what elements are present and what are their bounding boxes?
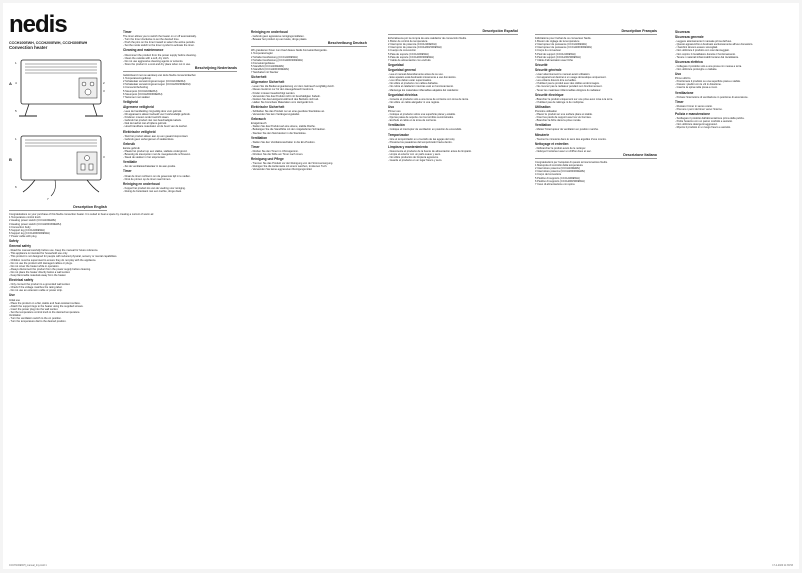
paragraph: 2 Schakelaar verwarmingsvermogen (CCCH100EWH) <box>123 80 186 84</box>
section-heading: Limpieza y mantenimiento <box>388 144 428 149</box>
paragraph: 2 Interruttore potenza (CCCH100EWH) <box>535 167 581 171</box>
paragraph: 5 Pata de soporte (CCCH100EWH) <box>388 52 429 56</box>
figure-a-label: A <box>9 81 12 87</box>
paragraph: - Dek de kachel niet af tijdens gebruik. <box>123 122 167 126</box>
paragraph: - Desconecte el producto de la fuente de alimentación antes de limpiarlo. <box>388 149 472 153</box>
paragraph: - Gebruik geen agressieve reinigingsmiddelen. <box>251 35 305 39</box>
paragraph: Félicitations pour l'achat de ce convecteur Nedis. <box>535 37 592 41</box>
paragraph: - Decken Sie das Heizgerät während des Betriebs nicht ab. <box>251 97 319 101</box>
svg-text:1: 1 <box>15 61 17 66</box>
section-heading: Sicurezza <box>675 30 690 34</box>
paragraph: 2 Schalter Heizleistung (CCCH100EWH) <box>251 55 298 59</box>
paragraph: - Collegare il prodotto solo a una presa con messa a terra. <box>675 64 742 68</box>
section-heading: Sicurezza generale <box>675 35 704 40</box>
language-heading: Beschrijving Nederlands <box>123 67 237 72</box>
paragraph: - Gire el temporizador en el sentido de las agujas del reloj. <box>388 137 456 141</box>
brand-logo: nedis <box>9 11 67 38</box>
paragraph: - Tenez les matériaux inflammables éloignés du radiateur. <box>535 88 602 92</box>
svg-text:3: 3 <box>103 89 105 94</box>
paragraph: - Do not use an extension cable or power strip. <box>9 289 63 293</box>
paragraph: - Presione los pasadores del temporizador hacia dentro. <box>388 140 453 144</box>
section-heading: Reinigung und Pflege <box>251 157 284 162</box>
paragraph: - Read the manual carefully before use. Keep the manual for future reference. <box>9 249 99 253</box>
paragraph: - Verwenden Sie kein Verlängerungskabel. <box>251 113 300 117</box>
section-heading: Utilisation <box>535 104 551 109</box>
paragraph: - I bambini devono essere sorvegliati. <box>675 46 718 50</box>
paragraph: 7 Cable de alimentación con enchufe <box>388 58 431 62</box>
paragraph: - Reinigen Sie die Außenseite mit einem weichen, trockenen Tuch. <box>251 165 328 169</box>
paragraph: 3 Interruptor de potencia (CCCH200/300EWH) <box>388 46 442 50</box>
paragraph: - No cubra el calefactor mientras esté en funcionamiento. <box>388 85 454 89</box>
paragraph: - Non utilizzare il prodotto con cavi danneggiati. <box>675 49 730 53</box>
section-heading: Sicurezza elettrica <box>675 59 703 64</box>
paragraph: 6 Piedino di supporto (CCCH200/300EWH) <box>535 179 585 183</box>
heater-front-illustration <box>15 54 107 126</box>
paragraph: - Premere i perni del timer verso l'interno. <box>675 107 723 111</box>
section-heading: Allgemeine Sicherheit <box>251 80 285 85</box>
section-heading: Cleaning and maintenance <box>123 48 164 53</box>
section-heading: Ventilación <box>388 123 405 128</box>
paragraph: - Gebruik geen verlengsnoer of stekkerdoos. <box>123 137 175 141</box>
section-heading: Sécurité générale <box>535 67 562 72</box>
paragraph: - Portare l'interruttore di ventilazione in posizione di accensione. <box>675 95 749 99</box>
paragraph: - Fije las patas de soporte con los tornillos suministrados. <box>388 116 454 120</box>
paragraph: - Reinig de buitenkant met een zachte, droge doek. <box>123 189 182 193</box>
section-heading: Sicherheit <box>251 75 267 80</box>
language-heading: Description English <box>9 206 107 211</box>
paragraph: - Dit apparaat is alleen bedoeld voor huishoudelijk gebruik. <box>123 113 191 117</box>
svg-text:2: 2 <box>103 81 105 86</box>
paragraph: - Los niños deben estar supervisados. <box>388 79 432 83</box>
paragraph: - Befestigen Sie die Standfüße mit den mitgelieferten Schrauben. <box>251 128 326 132</box>
section-heading: Minuterie <box>535 132 550 137</box>
paragraph: - Branchez le produit uniquement sur une prise avec mise à la terre. <box>535 97 613 101</box>
paragraph: - Push the pins on the timer inward to select the active periods. <box>123 41 196 45</box>
section-heading: Elektrische veiligheid <box>123 129 156 134</box>
figure-b-label: B <box>9 157 12 163</box>
paragraph: 3 Schalter Heizleistung (CCCH200/300EWH) <box>251 58 303 62</box>
paragraph: - Lesen Sie die Bedienungsanleitung vor dem Gebrauch sorgfältig durch. <box>251 85 335 89</box>
section-heading: Timer <box>251 144 260 149</box>
section-heading: Ventilazione <box>675 90 694 95</box>
paragraph: Enhorabuena por la compra de este calefactor de convección Nedis. <box>388 37 467 41</box>
paragraph: - Plaats het product op een vlakke, stabiele ondergrond. <box>123 150 188 153</box>
paragraph: - Enchufe el cable en la toma de corriente. <box>388 119 437 123</box>
paragraph: - This appliance is intended for household use only. <box>9 252 68 256</box>
paragraph: Congratulazioni per l'acquisto di questo termoconvettore Nedis. <box>535 161 608 165</box>
section-heading: Sécurité électrique <box>535 92 564 97</box>
paragraph: - Bevestig de steunpoten met de meegeleverde schroeven. <box>123 153 191 157</box>
paragraph: 1 Temperature control knob <box>9 216 41 220</box>
paragraph: - Check if the voltage matches the rating label. <box>9 286 63 290</box>
section-heading: Algemene veiligheid <box>123 104 154 109</box>
section-heading: Uso <box>388 104 395 109</box>
language-heading: Description Français <box>535 30 657 35</box>
paragraph: - Tenere i materiali infiammabili lontano dal riscaldatore. <box>675 55 739 59</box>
product-codes: CCCH100EWH, CCCH200EWH, CCCH300EWH <box>9 41 88 45</box>
paragraph: - Verwenden Sie keine aggressiven Reinigungsmittel. <box>251 168 313 172</box>
paragraph: 2 Interruptor de potencia (CCCH100EWH) <box>388 43 437 47</box>
paragraph: 7 Cavo di alimentazione con spina <box>535 182 575 186</box>
paragraph: 4 Corps du convecteur <box>535 49 562 53</box>
section-heading: Veiligheid <box>123 99 138 104</box>
paragraph: - Kinderen moeten onder toezicht staan. <box>123 116 170 120</box>
column-3 <box>251 29 367 171</box>
language-heading: Descrizione Italiano <box>535 154 657 159</box>
section-heading: Gebrauch <box>251 117 266 122</box>
paragraph: Congratulations on your purchase of this Nedis convection heater. It is suited to heat a space by creating a current of warm air. <box>9 213 155 217</box>
paragraph: - Lea el manual detenidamente antes de su uso. <box>388 73 444 77</box>
section-heading: Reiniging en onderhoud <box>251 30 288 34</box>
paragraph: Gefeliciteerd met uw aankoop van deze Nedis convectorkachel. <box>123 74 197 78</box>
section-heading: Uso <box>675 72 682 77</box>
paragraph: - Clean the outside with a soft, dry cloth. <box>123 56 170 60</box>
paragraph: - Nettoyez l'extérieur avec un chiffon doux et sec. <box>535 149 592 153</box>
section-heading: General safety <box>9 244 31 249</box>
paragraph: - N'utilisez pas de rallonge ni de multiprise. <box>535 100 585 104</box>
section-heading: Electrical safety <box>9 278 34 283</box>
paragraph: 5 Piedino di supporto (CCCH100EWH) <box>535 176 580 180</box>
paragraph: - Coloque el interruptor de ventilación en posición de encendido. <box>388 128 462 132</box>
paragraph: 3 Interruttore potenza (CCCH200/300EWH) <box>535 170 586 174</box>
paragraph: - Riporre il prodotto in un luogo fresco e asciutto. <box>675 126 731 130</box>
heater-rear-illustration <box>15 130 107 202</box>
paragraph: Erstgebrauch <box>251 122 267 126</box>
section-heading: Use <box>9 293 15 298</box>
paragraph: 1 Temperatuurregelknop <box>123 77 152 81</box>
paragraph: - Lees de handleiding zorgvuldig door voor gebruik. <box>123 109 182 113</box>
paragraph: Wir gratulieren Ihnen zum Kauf dieses Nedis Konvektorheizgeräts. <box>251 49 328 53</box>
paragraph: 6 Standfuß (CCCH200/300EWH) <box>251 67 290 71</box>
paragraph: 7 Netsnoer met stekker <box>123 95 150 99</box>
paragraph: - Débranchez le produit avant de le nettoyer. <box>535 146 587 150</box>
page-footer <box>9 564 793 567</box>
section-heading: Gebruik <box>123 141 136 146</box>
paragraph: - Schließen Sie das Produkt nur an eine geerdete Steckdose an. <box>251 109 325 113</box>
paragraph: - Mettez l'interrupteur de ventilation en position marche. <box>535 128 599 132</box>
paragraph: 5 Standfuß (CCCH100EWH) <box>251 64 285 68</box>
paragraph: 2 Heating power switch (CCCH100EWH) <box>9 219 57 223</box>
paragraph: - No utilice productos de limpieza agresivos. <box>388 156 439 160</box>
section-heading: Timer <box>675 99 684 104</box>
paragraph: - Druk de pinnen op de timer naar binnen. <box>123 177 172 181</box>
paragraph: 5 Support leg (CCCH100EWH) <box>9 228 45 232</box>
paragraph: 6 Steunpoot (CCCH200/300EWH) <box>123 92 163 96</box>
paragraph: - Fixez les pieds de support avec les vis fournies. <box>535 116 592 120</box>
paragraph: Première utilisation <box>535 109 558 113</box>
paragraph: - Sluit het product alleen aan op een geaard stopcontact. <box>123 134 189 138</box>
paragraph: 7 Power cable with plug <box>9 234 37 238</box>
paragraph: - Dieses Gerät ist nur für den Hausgebrauch bestimmt. <box>251 88 314 92</box>
paragraph: - No utilice un cable alargador ni una regleta. <box>388 100 440 104</box>
section-heading: Ventilation <box>251 135 268 140</box>
paragraph: - Non utilizzare prolunghe o ciabatte. <box>675 67 718 71</box>
section-heading: Pulizia e manutenzione <box>675 111 711 116</box>
paragraph: - Branchez la fiche dans la prise murale. <box>535 119 582 123</box>
paragraph: 4 Cuerpo de convección <box>388 49 416 53</box>
paragraph: 1 Botón de control de temperatura <box>388 40 428 44</box>
paragraph: - Limpie el exterior con un paño suave y seco. <box>388 153 441 156</box>
paragraph: - Attach the support legs to the heater using the supplied screws. <box>9 304 84 308</box>
paragraph: - Drücken Sie die Stifte am Timer nach innen. <box>251 153 304 156</box>
paragraph: 5 Pied de support (CCCH100EWH) <box>535 52 576 56</box>
section-heading: Elektrische Sicherheit <box>251 104 285 109</box>
paragraph: - Store the product in a cool and dry place when not in use. <box>123 62 191 66</box>
paragraph: - Steek de stekker in het stopcontact. <box>123 156 166 160</box>
paragraph: - Tournez la minuterie dans le sens des aiguilles d'une montre. <box>535 137 607 141</box>
figure-b <box>9 130 107 202</box>
paragraph: - Set the mode switch to the timer symbol to activate the timer. <box>123 44 195 48</box>
language-heading: Beschreibung Deutsch <box>251 42 367 47</box>
section-heading: Seguridad general <box>388 67 416 72</box>
paragraph: - Place the product on a flat, stable and heat-resistant surface. <box>9 301 81 305</box>
paragraph: - Turn the ventilation switch to the on position. <box>9 317 62 321</box>
paragraph: - Houd brandbare materialen uit de buurt van de kachel. <box>123 125 188 129</box>
paragraph: Initial use <box>9 298 20 302</box>
figure-a <box>9 54 107 126</box>
paragraph: - Ruotare il timer in senso orario. <box>675 104 713 108</box>
paragraph: - Ne couvrez pas le radiateur pendant son fonctionnement. <box>535 85 603 89</box>
column-5 <box>535 29 657 186</box>
paragraph: - Scollegare il prodotto dall'alimentazione prima della pulizia. <box>675 117 745 121</box>
paragraph: - Coloque el producto sobre una superficie plana y estable. <box>388 113 456 117</box>
paragraph: - Questo apparecchio è destinato esclusivamente all'uso domestico. <box>675 43 754 47</box>
paragraph: - Bewaar het product op een koele, droge plaats. <box>251 38 308 42</box>
paragraph: - Mantenga los materiales inflamables alejados del calefactor. <box>388 88 459 92</box>
paragraph: - Stellen Sie den Ventilationsschalter in die Ein-Position. <box>251 140 316 144</box>
paragraph: 3 Interrupteur de puissance (CCCH200/300EWH) <box>535 46 592 50</box>
paragraph: - Inserire la spina nella presa a muro. <box>675 86 718 90</box>
paragraph: - Les enfants doivent être surveillés. <box>535 79 577 83</box>
section-heading: Safety <box>9 239 19 244</box>
paragraph: - Draai de timer rechtsom om de gewenste tijd in te stellen. <box>123 174 191 178</box>
paragraph: 3 Heating power switch (CCCH200/300EWH) <box>9 222 62 226</box>
paragraph: - Trennen Sie das Produkt vor der Reinigung von der Stromversorgung. <box>251 162 334 166</box>
section-heading: Seguridad eléctrica <box>388 92 418 97</box>
paragraph: - Non utilizzare detergenti aggressivi. <box>675 123 718 127</box>
paragraph: 4 Convection body <box>9 225 31 229</box>
paragraph: 4 Konvektorgehäuse <box>251 61 275 65</box>
paragraph: Ventilation <box>9 314 21 318</box>
paragraph: 6 Pata de soporte (CCCH200/300EWH) <box>388 55 434 59</box>
svg-text:3: 3 <box>103 155 105 160</box>
paragraph: 7 Câble d'alimentation avec fiche <box>535 58 573 62</box>
paragraph: - Este aparato está destinado únicamente a uso doméstico. <box>388 76 457 80</box>
svg-text:7: 7 <box>47 197 49 202</box>
paragraph: - Fissare i piedini con le viti in dotazione. <box>675 83 722 87</box>
section-heading: Ventilation <box>535 123 552 128</box>
section-heading: Sécurité <box>535 62 548 67</box>
section-heading: Timer <box>123 169 132 174</box>
paragraph: - Do not place the heater directly below a wall socket. <box>9 270 71 274</box>
paragraph: 1 Manopola di controllo della temperatura <box>535 164 583 168</box>
section-heading: Temporizador <box>388 132 409 137</box>
paragraph: Primer uso <box>388 109 401 113</box>
paragraph: - No utilice el producto con cables dañados. <box>388 82 439 86</box>
footer-file: CCCH100EWH_manual_tiny.indd 1 <box>9 564 47 567</box>
paragraph: 7 Netzkabel mit Stecker <box>251 71 279 75</box>
section-heading: Seguridad <box>388 62 404 67</box>
paragraph: 3 Schakelaar verwarmingsvermogen (CCCH200/300EWH) <box>123 83 191 87</box>
paragraph: - Conecte el producto solo a una toma de corriente con toma de tierra. <box>388 97 469 101</box>
manual-page <box>3 3 799 569</box>
paragraph: - N'utilisez pas le produit avec des câbles endommagés. <box>535 82 600 86</box>
paragraph: - Turn the timer clockwise to set the desired time. <box>123 38 180 42</box>
svg-text:6: 6 <box>15 185 17 190</box>
section-heading: Nettoyage et entretien <box>535 141 569 146</box>
section-heading: Ventilatie <box>123 160 137 165</box>
paragraph: - Insert the power plug into the wall socket. <box>9 307 59 311</box>
section-heading: Reiniging en onderhoud <box>123 181 160 186</box>
paragraph: - Do not cover the heater while in operation. <box>9 264 60 268</box>
paragraph: - Pulire l'esterno con un panno morbido e asciutto. <box>675 120 733 124</box>
paragraph: - Set the temperature control knob to the desired temperature. <box>9 310 81 314</box>
paragraph: 1 Temperaturregler <box>251 52 273 56</box>
paragraph: 6 Support leg (CCCH200/300EWH) <box>9 231 50 235</box>
paragraph: - Guarde el producto en un lugar fresco y seco. <box>388 159 443 163</box>
footer-date: 17-2-2020 11:39:53 <box>772 564 793 567</box>
product-title: Convection heater <box>9 45 48 51</box>
paragraph: Eerste gebruik <box>123 146 140 150</box>
paragraph: - Lisez attentivement le manuel avant utilisation. <box>535 73 591 77</box>
paragraph: - Do not use aggressive cleaning agents or solvents. <box>123 59 184 63</box>
svg-text:1: 1 <box>15 137 17 142</box>
paragraph: - Halten Sie brennbare Materialien vom Heizgerät fern. <box>251 100 314 104</box>
paragraph: - Stecken Sie den Netzstecker in die Steckdose. <box>251 131 307 135</box>
paragraph: - Leggere attentamente il manuale prima dell'uso. <box>675 40 732 44</box>
paragraph: - Do not use the product with damaged cables or plugs. <box>9 261 73 265</box>
svg-text:5: 5 <box>15 109 17 114</box>
paragraph: 2 Interrupteur de puissance (CCCH100EWH) <box>535 43 587 47</box>
column-2 <box>123 29 237 193</box>
paragraph: 4 Convectorbehuizing <box>123 86 149 90</box>
paragraph: - Posizionare il prodotto su una superficie piana e stabile. <box>675 80 741 84</box>
paragraph: 6 Pied de support (CCCH200/300EWH) <box>535 55 581 59</box>
column-6 <box>675 29 793 129</box>
section-heading: Timer <box>123 30 132 34</box>
paragraph: - Koppel het product los van de voeding voor reiniging. <box>123 186 186 190</box>
paragraph: - Zet de ventilatieschakelaar in de aan-positie. <box>123 165 176 169</box>
paragraph: 4 Corpo del convettore <box>535 173 562 177</box>
paragraph: - Placez le produit sur une surface plane et stable. <box>535 113 593 117</box>
paragraph: - Stellen Sie das Produkt auf eine ebene, stabile Fläche. <box>251 125 316 129</box>
paragraph: - Gebruik het product niet met beschadigde kabels. <box>123 119 182 123</box>
column-1-text <box>9 205 155 324</box>
paragraph: - Disconnect the product from the power supply before cleaning. <box>123 53 197 57</box>
paragraph: 1 Bouton de réglage de la température <box>535 40 580 44</box>
paragraph: - Non coprire il riscaldatore durante il funzionamento. <box>675 52 736 56</box>
svg-text:4: 4 <box>15 81 17 86</box>
paragraph: - Children must be supervised to ensure they do not play with the appliance. <box>9 258 97 262</box>
paragraph: 5 Steunpoot (CCCH100EWH) <box>123 89 158 93</box>
paragraph: - Verwenden Sie das Produkt nicht mit beschädigten Kabeln. <box>251 94 321 98</box>
column-4 <box>388 29 518 162</box>
paragraph: - Always disconnect the product from the power supply before cleaning. <box>9 267 91 271</box>
paragraph: Primo utilizzo <box>675 77 691 81</box>
paragraph: - Drehen Sie den Timer im Uhrzeigersinn. <box>251 149 299 153</box>
paragraph: - Only connect the product to a grounded wall socket. <box>9 283 71 287</box>
language-heading: Descripción Español <box>388 30 518 35</box>
paragraph: - Kinder müssen beaufsichtigt werden. <box>251 91 296 95</box>
paragraph: - Cet appareil est destiné à un usage domestique uniquement. <box>535 76 607 80</box>
paragraph: - Turn the temperature dial to the desired position. <box>9 320 67 324</box>
paragraph: The timer allows you to switch the heater on or off automatically. <box>123 35 197 39</box>
paragraph: - This product is not designed for people with reduced physical, sensory or mental capabilities. <box>9 255 118 259</box>
paragraph: - Keep flammable materials away from the heater. <box>9 273 67 277</box>
